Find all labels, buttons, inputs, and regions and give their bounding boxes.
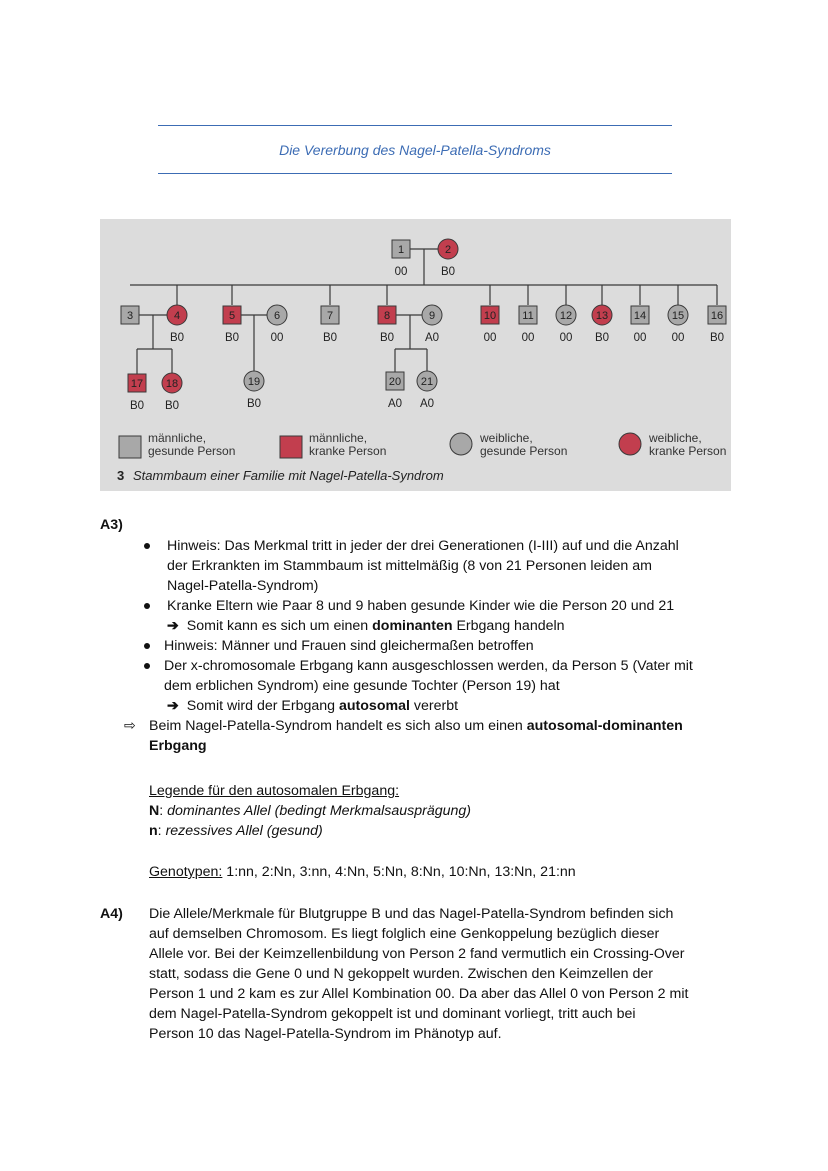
pedigree-chart [100,219,731,491]
person-19-number: 19 [247,376,261,388]
legend-text-4-line2: kranke Person [649,444,727,458]
person-4-number: 4 [173,310,181,322]
person-10-number: 10 [483,310,497,322]
person-14-number: 14 [633,310,647,322]
legend-symbol-1 [119,436,141,458]
a4-line: Die Allele/Merkmale für Blutgruppe B und das Nagel-Patella-Syndrom befinden sich [149,906,674,922]
legend-text-1-line2: gesunde Person [148,444,236,458]
a4-line: Person 10 das Nagel-Patella-Syndrom im Phänotyp auf. [149,1026,502,1042]
legend-text-3-line1: weibliche, [480,431,533,445]
person-15-number: 15 [671,310,685,322]
person-6-genotype: 00 [270,332,284,344]
a4-paragraph [149,904,688,1044]
a3-bullet-4: Der x-chromosomale Erbgang kann ausgeschlossen werden, da Person 5 (Vater mit dem erblichen Syndrom) eine gesunde Tochter (Person 19) hat [164,658,693,694]
person-8-number: 8 [383,310,391,322]
person-3-number: 3 [126,310,134,322]
person-5-number: 5 [228,310,236,322]
bullet-dot [144,643,150,649]
a4-line: dem Nagel-Patella-Syndrom gekoppelt ist und dominant vorliegt, tritt auch bei [149,1006,636,1022]
a3-bullet-2-arrow: ➔ Somit kann es sich um einen dominanten Erbgang handeln [167,618,565,634]
a3-bullet-2: Kranke Eltern wie Paar 8 und 9 haben gesunde Kinder wie die Person 20 und 21 [167,598,675,614]
bullet-dot [144,663,150,669]
person-9-genotype: A0 [424,332,440,344]
person-11-genotype: 00 [521,332,535,344]
page-title: Die Vererbung des Nagel-Patella-Syndroms [279,142,551,158]
title-rule-bottom [158,173,672,174]
a3-bullet-3: Hinweis: Männer und Frauen sind gleichermaßen betroffen [164,638,534,654]
legend-text-1-line1: männliche, [148,431,207,445]
a4-line: Person 1 und 2 kam es zur Allel Kombination 00. Da aber das Allel 0 von Person 2 mit [149,986,689,1002]
right-arrow-icon: ➔ [167,618,179,634]
a4-line: Allele vor. Bei der Keimzellenbildung von Person 2 fand vermutlich ein Crossing-Over [149,946,685,962]
a4-line: statt, sodass die Gene 0 und N gekoppelt wurden. Zwischen den Keimzellen der [149,966,653,982]
person-18-genotype: B0 [164,400,180,412]
person-1-number: 1 [397,244,405,256]
person-16-number: 16 [710,310,724,322]
a4-line: auf demselben Chromosom. Es liegt folglich eine Genkoppelung bezüglich dieser [149,926,660,942]
bullet-dot [144,543,150,549]
legend-text-4-line1: weibliche, [649,431,702,445]
legend-symbol-4 [619,433,641,455]
person-2-genotype: B0 [440,266,456,278]
a3-conclusion-arrow-icon: ⇨ [124,718,136,734]
autosomal-legend: Legende für den autosomalen Erbgang: N: dominantes Allel (bedingt Merkmalsausprägung) n: rezessives Allel (gesund) [149,783,472,839]
person-13-number: 13 [595,310,609,322]
person-21-genotype: A0 [419,398,435,410]
a3-label: A3) [100,517,123,533]
title-rule-top [158,125,672,126]
person-15-genotype: 00 [671,332,685,344]
person-7-number: 7 [326,310,334,322]
person-20-number: 20 [388,376,402,388]
legend-symbol-2 [280,436,302,458]
person-17-number: 17 [130,378,144,390]
legend-symbol-3 [450,433,472,455]
a3-bullet-1: Hinweis: Das Merkmal tritt in jeder der drei Generationen (I-III) auf und die Anzahl der Erkrankten im Stammbaum ist mittelmäßig (8 von 21 Personen leiden am Nagel-Patella-Syndrom) [167,538,679,594]
person-2-number: 2 [444,244,452,256]
pedigree-figure [100,219,731,491]
bullet-dot [144,603,150,609]
a4-label: A4) [100,906,123,922]
person-7-genotype: B0 [322,332,338,344]
figure-caption-text: Stammbaum einer Familie mit Nagel-Patella-Syndrom [133,468,444,483]
a3-bullet-4-arrow: ➔ Somit wird der Erbgang autosomal vererbt [167,698,459,714]
person-18-number: 18 [165,378,179,390]
person-20-genotype: A0 [387,398,403,410]
legend-text-2-line2: kranke Person [309,444,387,458]
person-9-number: 9 [428,310,436,322]
person-14-genotype: 00 [633,332,647,344]
person-5-genotype: B0 [224,332,240,344]
person-21-number: 21 [420,376,434,388]
person-12-number: 12 [559,310,573,322]
person-19-genotype: B0 [246,398,262,410]
person-6-number: 6 [273,310,281,322]
person-10-genotype: 00 [483,332,497,344]
legend-text-2-line1: männliche, [309,431,368,445]
legend-text-3-line2: gesunde Person [480,444,568,458]
person-8-genotype: B0 [379,332,395,344]
person-12-genotype: 00 [559,332,573,344]
person-16-genotype: B0 [709,332,725,344]
genotypes-line: Genotypen: 1:nn, 2:Nn, 3:nn, 4:Nn, 5:Nn, 8:Nn, 10:Nn, 13:Nn, 21:nn [149,864,576,880]
person-4-genotype: B0 [169,332,185,344]
person-17-genotype: B0 [129,400,145,412]
person-1-genotype: 00 [394,266,408,278]
a3-conclusion: Beim Nagel-Patella-Syndrom handelt es sich also um einen autosomal-dominanten Erbgang [149,718,683,754]
person-11-number: 11 [522,310,534,322]
figure-caption-number: 3 [117,468,125,483]
person-13-genotype: B0 [594,332,610,344]
right-arrow-icon: ➔ [167,698,179,714]
